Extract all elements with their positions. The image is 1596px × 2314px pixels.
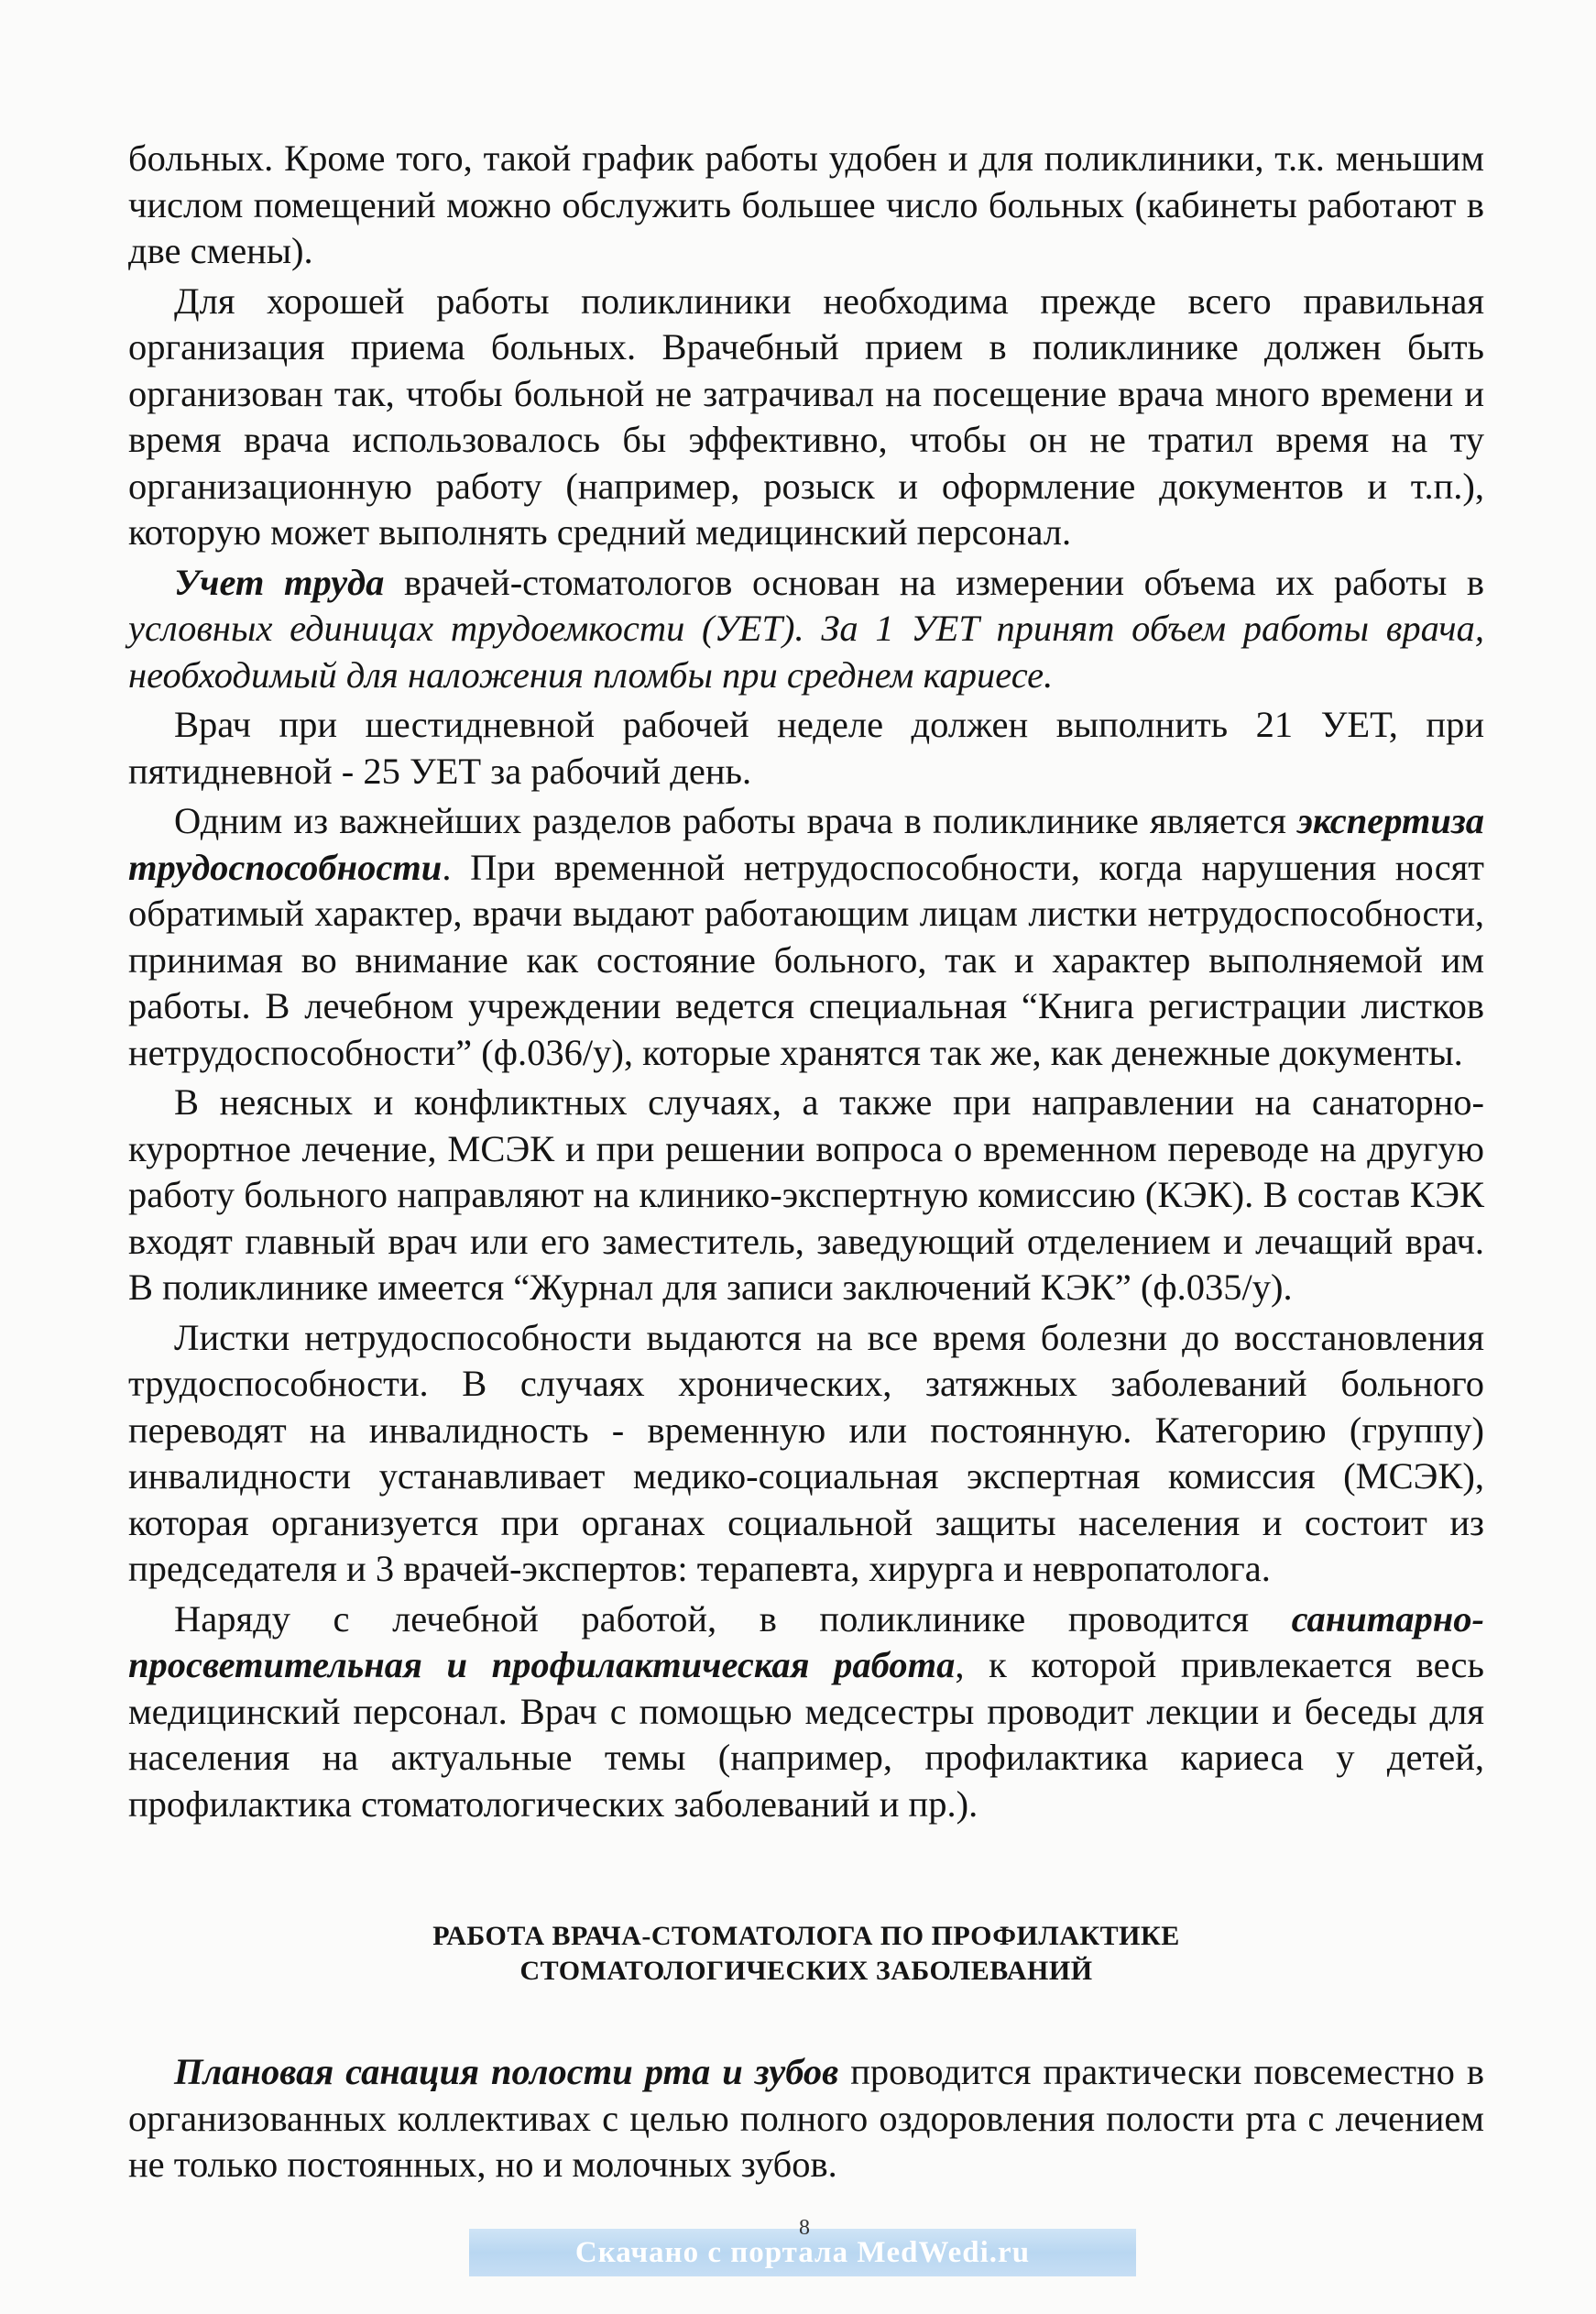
section-heading: [128, 1919, 1484, 1989]
term-sanitary-education: санитарно-просветительная и профилактическая работа: [128, 1597, 1484, 1685]
paragraph-labor-accounting: [128, 560, 1484, 699]
section-heading-line: РАБОТА ВРАЧА-СТОМАТОЛОГА ПО ПРОФИЛАКТИКЕ: [432, 1921, 1180, 1951]
paragraph-text: , к которой привлекается весь медицинский персонал. Врач с помощью медсестры проводит лекции и беседы для населения на актуальные темы (например, профилактика кариеса у детей, профилактика стоматологических заболеваний и пр.).: [128, 1644, 1484, 1825]
term-labor-accounting: Учет труда: [174, 561, 385, 603]
document-page: [128, 136, 1484, 2188]
term-work-capacity-expertise: экспертиза трудоспособности: [128, 800, 1484, 888]
paragraph-text: Одним из важнейших разделов работы врача в поликлинике является: [174, 800, 1297, 841]
paragraph-kek: В неясных и конфликтных случаях, а также при направлении на санаторно-курортное лечение, МСЭК и при решении вопроса о временном переводе на другую работу больного направляют на клинико-экспертную комиссию (КЭК). В состав КЭК входят главный врач или его заместитель, заведующий отделением и лечащий врач. В поликлинике имеется “Журнал для записи заключений КЭК” (ф.035/у).: [128, 1081, 1484, 1308]
page-number: 8: [799, 2216, 810, 2240]
uet-definition: условных единицах трудоемкости (УЕТ). За 1 УЕТ принят объем работы врача, необходимый для наложения пломбы при среднем кариесе.: [128, 608, 1484, 696]
term-planned-sanation: Плановая санация полости рта и зубов: [174, 2051, 839, 2092]
paragraph-text: Наряду с лечебной работой, в поликлинике проводится: [174, 1597, 1292, 1640]
paragraph-work-capacity-expertise: [128, 798, 1484, 1076]
paragraph-text: врачей-стоматологов основан на измерении объема их работы в: [384, 561, 1484, 603]
paragraph-text: . При временной нетрудоспособности, когда нарушения носят обратимый характер, врачи выдают работающим лицам листки нетрудоспособности, принимая во внимание как состояние больного, так и характер выполняемой им работы. В лечебном учреждении ведется специальная “Книга регистрации листков нетрудоспособности” (ф.036/у), которые хранятся так же, как денежные документы.: [128, 846, 1484, 1073]
section-heading-line: СТОМАТОЛОГИЧЕСКИХ ЗАБОЛЕВАНИЙ: [519, 1956, 1093, 1986]
paragraph-text: проводится практически повсеместно в организованных коллективах с целью полного оздоровления полости рта с лечением не только постоянных, но и молочных зубов.: [128, 2051, 1484, 2185]
paragraph-planned-sanation: [128, 2049, 1484, 2188]
paragraph-sanitary-education: [128, 1596, 1484, 1828]
paragraph-continuation: больных. Кроме того, такой график работы удобен и для поликлиники, т.к. меньшим числом помещений можно обслужить большее число больных (кабинеты работают в две смены).: [128, 137, 1484, 271]
paragraph-uet-norm: Врач при шестидневной рабочей неделе должен выполнить 21 УЕТ, при пятидневной - 25 УЕТ за рабочий день.: [128, 704, 1484, 792]
watermark-banner: Скачано с портала MedWedi.ru: [469, 2229, 1136, 2276]
paragraph-reception-organization: Для хорошей работы поликлиники необходима прежде всего правильная организация приема больных. Врачебный прием в поликлинике должен быть организован так, чтобы больной не затрачивал на посещение врача много времени и время врача использовалось бы эффективно, чтобы он не тратил время на ту организационную работу (например, розыск и оформление документов и т.п.), которую может выполнять средний медицинский персонал.: [128, 280, 1484, 553]
paragraph-disability: Листки нетрудоспособности выдаются на все время болезни до восстановления трудоспособности. В случаях хронических, затяжных заболеваний больного переводят на инвалидность - временную или постоянную. Категорию (группу) инвалидности устанавливает медико-социальная экспертная комиссия (МСЭК), которая организуется при органах социальной защиты населения и состоит из председателя и 3 врачей-экспертов: терапевта, хирурга и невропатолога.: [128, 1316, 1484, 1589]
